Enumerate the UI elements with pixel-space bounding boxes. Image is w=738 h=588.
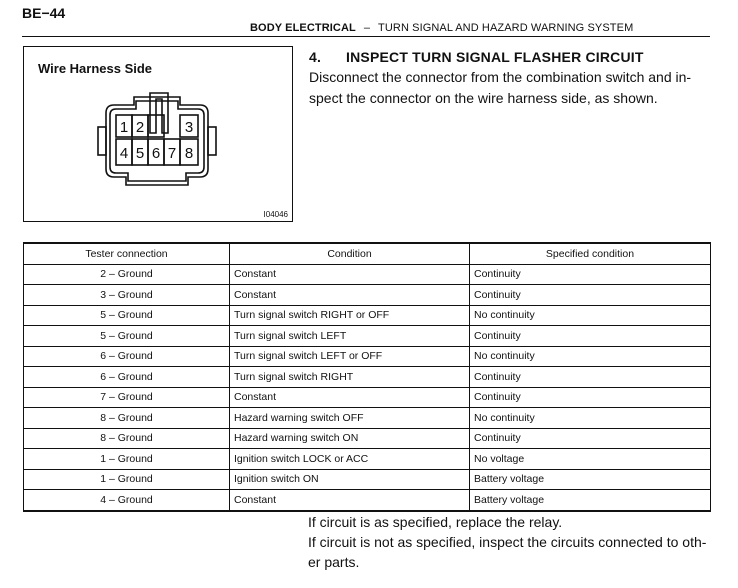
locking-lug: [150, 93, 168, 133]
tester-connection-cell: 2 – Ground: [24, 264, 230, 285]
connector-inner-wall: [110, 101, 204, 181]
page-header: [250, 22, 633, 34]
specified-condition-cell: No continuity: [470, 346, 711, 367]
table-row: [24, 326, 711, 347]
pin-label-8: 8: [184, 145, 194, 162]
condition-cell: Hazard warning switch OFF: [230, 408, 470, 429]
specified-condition-cell: Continuity: [470, 367, 711, 388]
condition-cell: Turn signal switch RIGHT: [230, 367, 470, 388]
tester-connection-cell: 3 – Ground: [24, 285, 230, 306]
pin-label-7: 7: [167, 145, 177, 162]
specified-condition-cell: Battery voltage: [470, 490, 711, 511]
tester-connection-cell: 8 – Ground: [24, 408, 230, 429]
table-row: [24, 305, 711, 326]
header-rule: [22, 36, 710, 37]
condition-cell: Turn signal switch LEFT: [230, 326, 470, 347]
condition-cell: Constant: [230, 285, 470, 306]
table-row: [24, 428, 711, 449]
figure-id: I04046: [263, 210, 288, 219]
tester-connection-cell: 4 – Ground: [24, 490, 230, 511]
tester-connection-cell: 1 – Ground: [24, 449, 230, 470]
specified-condition-cell: Continuity: [470, 326, 711, 347]
connector-figure: [23, 46, 293, 222]
header-tester-connection: Tester connection: [24, 243, 230, 264]
table-row: [24, 387, 711, 408]
step-number: 4.: [309, 49, 322, 65]
pin-label-3: 3: [184, 119, 194, 136]
step-instructions: [309, 67, 713, 109]
subsection-title: TURN SIGNAL AND HAZARD WARNING SYSTEM: [378, 22, 634, 34]
tester-connection-cell: 7 – Ground: [24, 387, 230, 408]
tester-connection-cell: 5 – Ground: [24, 305, 230, 326]
connector-diagram: [96, 87, 218, 193]
left-side-tab: [98, 127, 106, 155]
condition-cell: Constant: [230, 387, 470, 408]
step-line: Disconnect the connector from the combination switch and in-: [309, 69, 692, 85]
result-notes: [308, 512, 712, 572]
condition-cell: Constant: [230, 264, 470, 285]
continuity-table: [23, 242, 711, 512]
note-line: If circuit is as specified, replace the relay.: [308, 514, 563, 530]
note-line: If circuit is not as specified, inspect the circuits connected to oth-: [308, 534, 707, 550]
pin-label-5: 5: [135, 145, 145, 162]
specified-condition-cell: Continuity: [470, 264, 711, 285]
pin-label-1: 1: [119, 119, 129, 136]
table-row: [24, 449, 711, 470]
condition-cell: Hazard warning switch ON: [230, 428, 470, 449]
tester-connection-cell: 6 – Ground: [24, 367, 230, 388]
step-title: INSPECT TURN SIGNAL FLASHER CIRCUIT: [346, 49, 644, 65]
header-separator: –: [363, 22, 371, 34]
condition-cell: Turn signal switch LEFT or OFF: [230, 346, 470, 367]
pin-label-4: 4: [119, 145, 129, 162]
step-heading: [309, 49, 713, 65]
condition-cell: Ignition switch LOCK or ACC: [230, 449, 470, 470]
condition-cell: Ignition switch ON: [230, 469, 470, 490]
specified-condition-cell: No continuity: [470, 305, 711, 326]
specified-condition-cell: Continuity: [470, 285, 711, 306]
page-id: BE−44: [22, 5, 66, 21]
table-row: [24, 285, 711, 306]
table-row: [24, 367, 711, 388]
table-row: [24, 346, 711, 367]
inspection-step: [309, 49, 713, 109]
specified-condition-cell: Battery voltage: [470, 469, 711, 490]
condition-cell: Constant: [230, 490, 470, 511]
pin-label-2: 2: [135, 119, 145, 136]
specified-condition-cell: Continuity: [470, 428, 711, 449]
table-header-row: [24, 243, 711, 264]
table-row: [24, 264, 711, 285]
tester-connection-cell: 6 – Ground: [24, 346, 230, 367]
connector-housing: [106, 97, 208, 185]
step-line: spect the connector on the wire harness side, as shown.: [309, 90, 658, 106]
table-row: [24, 408, 711, 429]
note-line: er parts.: [308, 554, 360, 570]
tester-connection-cell: 1 – Ground: [24, 469, 230, 490]
header-condition: Condition: [230, 243, 470, 264]
pin-label-6: 6: [151, 145, 161, 162]
table-row: [24, 490, 711, 511]
specified-condition-cell: Continuity: [470, 387, 711, 408]
condition-cell: Turn signal switch RIGHT or OFF: [230, 305, 470, 326]
specified-condition-cell: No continuity: [470, 408, 711, 429]
tester-connection-cell: 5 – Ground: [24, 326, 230, 347]
table-row: [24, 469, 711, 490]
header-specified-condition: Specified condition: [470, 243, 711, 264]
tester-connection-cell: 8 – Ground: [24, 428, 230, 449]
specified-condition-cell: No voltage: [470, 449, 711, 470]
section-title: BODY ELECTRICAL: [250, 22, 356, 34]
figure-caption: Wire Harness Side: [38, 61, 153, 76]
right-side-tab: [208, 127, 216, 155]
